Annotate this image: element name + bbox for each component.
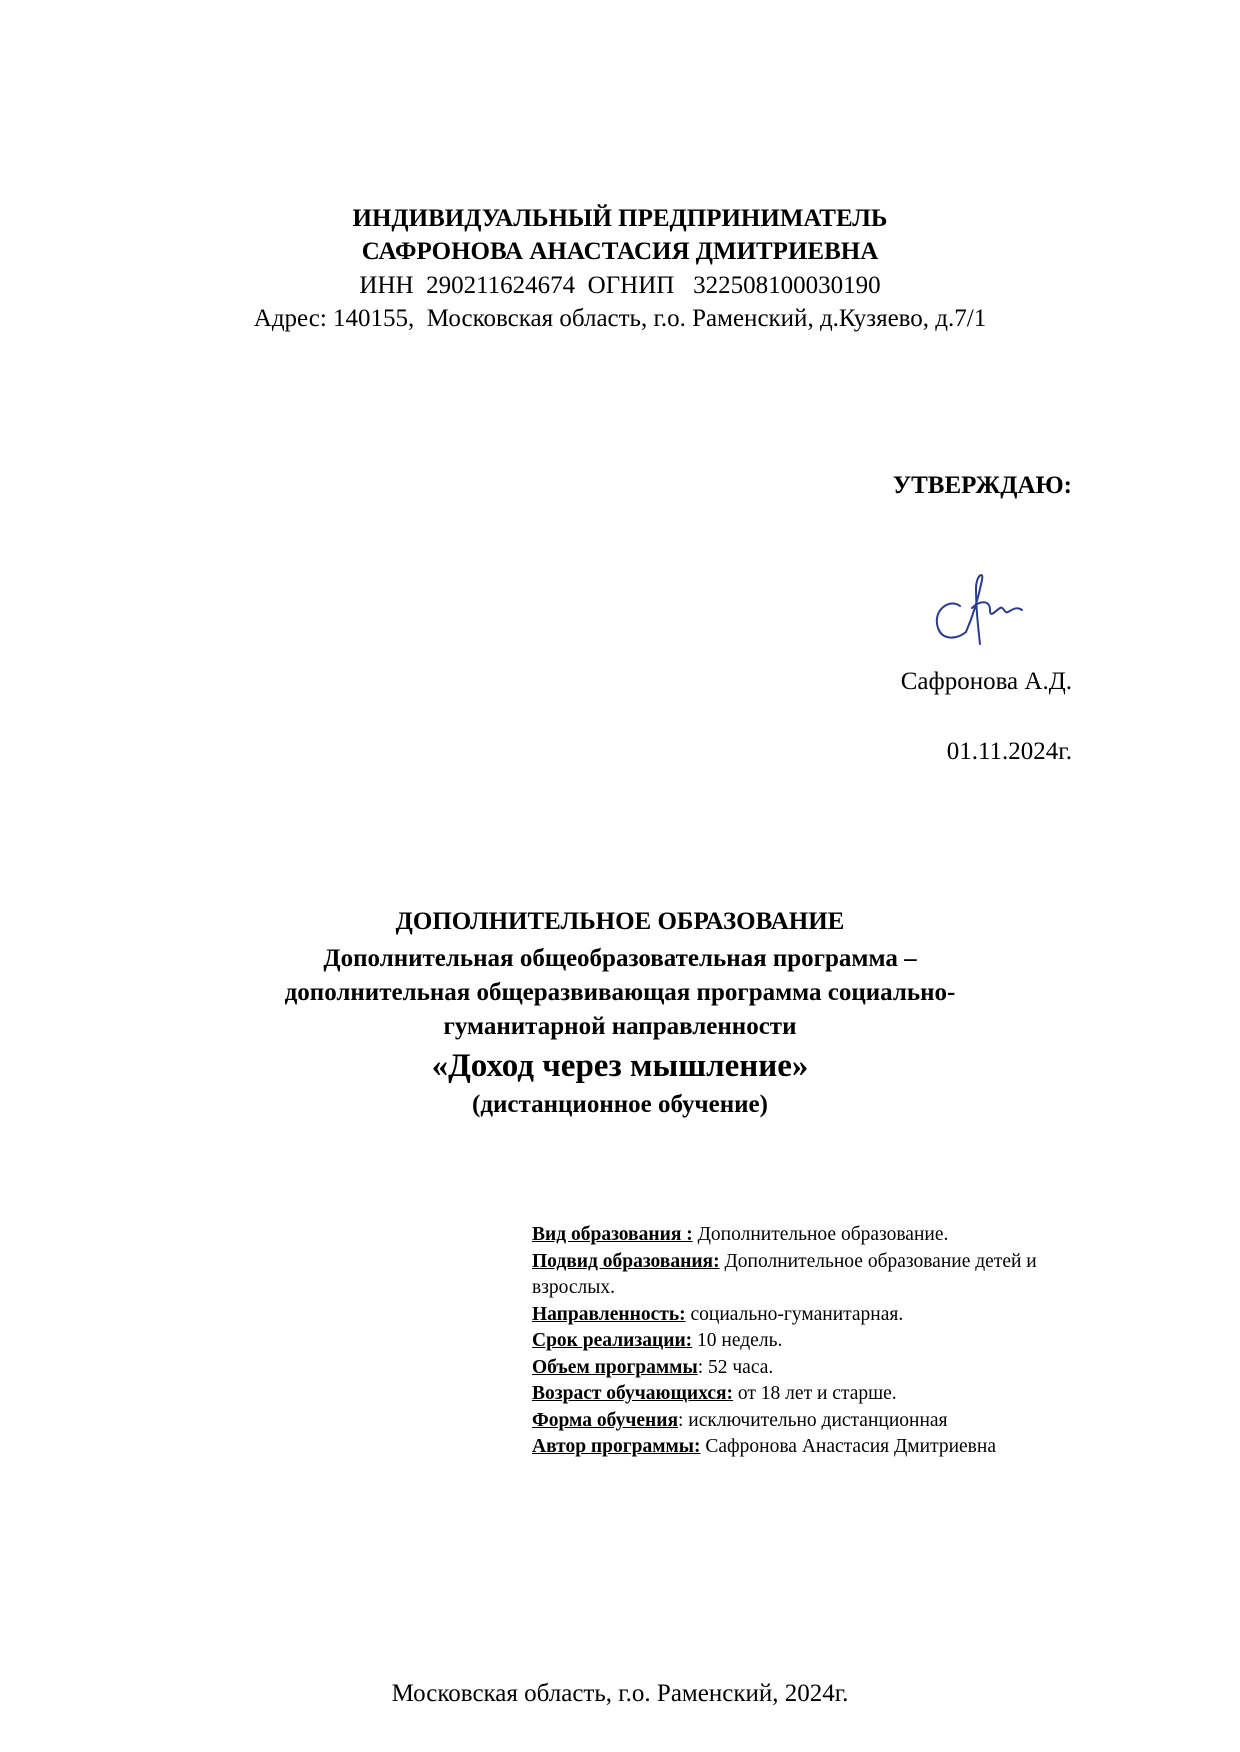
info-row xyxy=(532,1434,1072,1461)
header-ids: ИНН 290211624674 ОГНИП 322508100030190 xyxy=(359,272,881,299)
header-line-2: САФРОНОВА АНАСТАСИЯ ДМИТРИЕВНА xyxy=(361,238,879,265)
format-note: (дистанционное обучение) xyxy=(472,1091,768,1118)
info-label: Срок реализации: xyxy=(532,1330,693,1351)
footer-location: Московская область, г.о. Раменский, 2024г. xyxy=(391,1680,849,1707)
info-value: социально-гуманитарная. xyxy=(685,1303,904,1325)
info-row xyxy=(532,1381,1072,1408)
info-label: Подвид образования: xyxy=(532,1250,720,1272)
title-line-1: ДОПОЛНИТЕЛЬНОЕ ОБРАЗОВАНИЕ xyxy=(395,908,845,935)
info-row xyxy=(532,1302,1072,1329)
info-label: Автор программы: xyxy=(532,1436,701,1457)
approval-label: УТВЕРЖДАЮ: xyxy=(892,472,1072,499)
signature-image xyxy=(920,548,1050,658)
title-line-2: Дополнительная общеобразовательная программа – xyxy=(323,945,917,972)
info-value: Сафронова Анастасия Дмитриевна xyxy=(700,1436,996,1457)
info-label: Направленность: xyxy=(532,1303,686,1325)
title-line-3: дополнительная общеразвивающая программа социально- xyxy=(284,979,956,1006)
info-label: Объем программы xyxy=(532,1356,698,1378)
header-address: Адрес: 140155, Московская область, г.о. Раменский, д.Кузяево, д.7/1 xyxy=(253,305,987,332)
info-row xyxy=(532,1328,1072,1355)
approval-date: 01.11.2024г. xyxy=(946,738,1072,765)
title-line-4: гуманитарной направленности xyxy=(443,1013,797,1040)
info-row xyxy=(532,1355,1072,1382)
info-row xyxy=(532,1222,1072,1249)
info-value: Дополнительное образование. xyxy=(692,1224,949,1245)
info-value: 10 недель. xyxy=(692,1330,783,1351)
info-label: Форма обучения xyxy=(532,1409,679,1431)
info-label: Возраст обучающихся: xyxy=(532,1383,734,1404)
info-value: : исключительно дистанционная xyxy=(678,1409,948,1431)
info-label: Вид образования : xyxy=(532,1224,693,1245)
program-info xyxy=(532,1222,1072,1461)
program-name: «Доход через мышление» xyxy=(431,1048,809,1084)
info-value: : 52 часа. xyxy=(697,1356,774,1378)
approval-name: Сафронова А.Д. xyxy=(900,668,1072,695)
info-row xyxy=(532,1408,1072,1435)
info-row xyxy=(532,1249,1072,1302)
info-value: Дополнительное образование детей и взрослых. xyxy=(532,1250,1037,1298)
info-value: от 18 лет и старше. xyxy=(733,1383,897,1404)
header-line-1: ИНДИВИДУАЛЬНЫЙ ПРЕДПРИНИМАТЕЛЬ xyxy=(352,205,888,232)
